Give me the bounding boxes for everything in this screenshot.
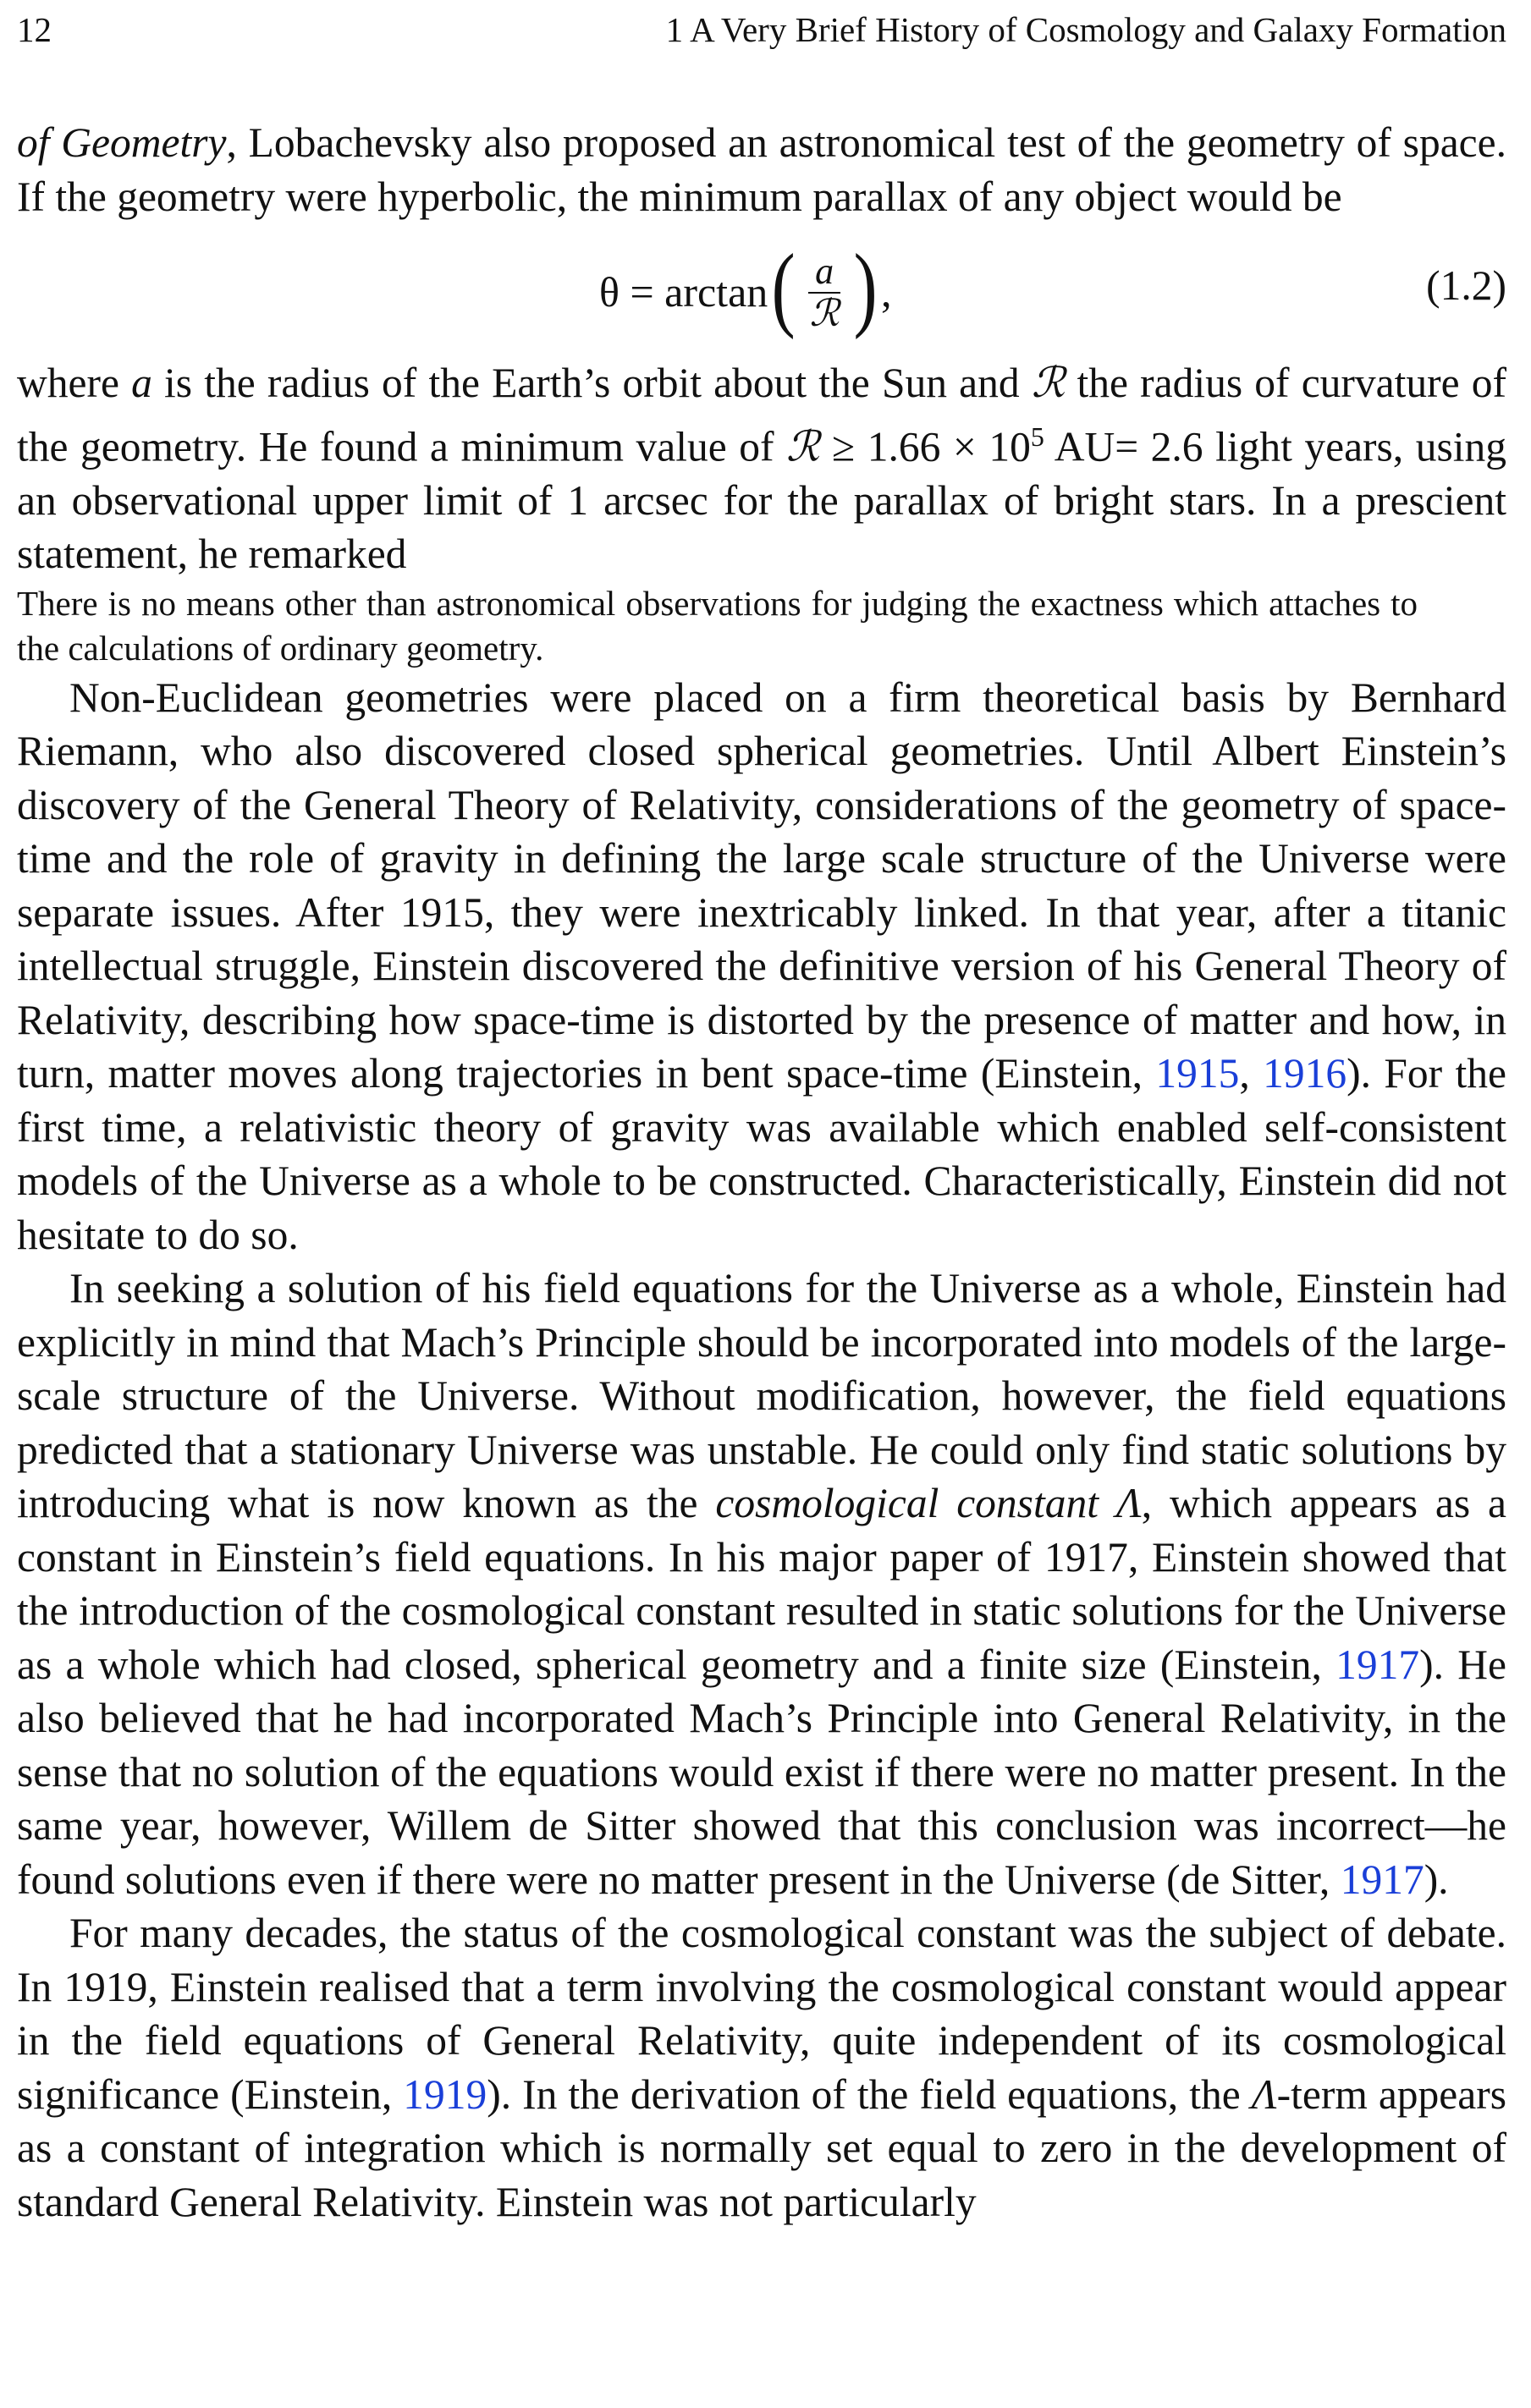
- fraction-numerator: a: [808, 251, 840, 294]
- equation-lhs: θ = arctan: [599, 268, 768, 316]
- citation-link[interactable]: 1916: [1263, 1050, 1347, 1097]
- page-number: 12: [17, 10, 52, 49]
- page-header: [17, 8, 1506, 51]
- citation-link[interactable]: 1917: [1335, 1641, 1420, 1688]
- body-text: [17, 116, 1506, 2229]
- equation-comma: ,: [880, 268, 892, 316]
- fraction-denominator: ℛ: [809, 292, 840, 335]
- citation-link[interactable]: 1917: [1340, 1855, 1424, 1903]
- equation-number: (1.2): [1426, 262, 1506, 309]
- left-paren: (: [771, 235, 796, 340]
- emphasis-term: cosmological constant: [715, 1480, 1099, 1526]
- fraction: [803, 251, 846, 334]
- running-head: 1 A Very Brief History of Cosmology and Galaxy Formation: [665, 10, 1506, 49]
- paragraph-3: Non-Euclidean geometries were placed on a firm theoretical basis by Bernhard Riemann, who also discovered closed spherical geometries. Until Albert Einstein’s discovery of the General Theory of Relativity, considerations of the geometry of space-time and the role of gravity in defining the large scale structure of the Universe were separate issues. After 1915, they were inextricably linked. In that year, after a titanic intellectual struggle, Einstein discovered the definitive version of his General Theory of Relativity, describing how space-time is distorted by the presence of matter and how, in turn, matter moves along trajectories in bent space-time (Einstein, 1915, 1916). For the first time, a relativistic theory of gravity was available which enabled self-consistent models of the Universe as a whole to be constructed. Characteristically, Einstein did not hesitate to do so.: [17, 673, 1506, 1258]
- right-paren: ): [853, 235, 878, 340]
- paragraph-2: where a is the radius of the Earth’s orbit about the Sun and ℛ the radius of curvature of the geometry. He found a minimum value of ℛ ≥ $1.66 \times 10^5$ AU= 2.6 light years, using an observational upper limit of 1 arcsec for the parallax of bright stars. In a prescient statement, he remarked: [17, 358, 1506, 577]
- paragraph-5: For many decades, the status of the cosmological constant was the subject of debate. In 1919, Einstein realised that a term involving the cosmological constant would appear in the field equations of General Relativity, quite independent of its cosmological significance (Einstein, 1919). In the derivation of the field equations, the Λ-term appears as a constant of integration which is normally set equal to zero in the development of standard General Relativity. Einstein was not particularly: [17, 1910, 1506, 2225]
- paragraph-1: of Geometry, Lobachevsky also proposed an astronomical test of the geometry of space. If the geometry were hyperbolic, the minimum parallax of any object would be: [17, 119, 1506, 220]
- block-quote: There is no means other than astronomical observations for judging the exactness which attaches to the calculations of ordinary geometry.: [17, 583, 1418, 668]
- equation-1-2: [17, 223, 1506, 356]
- lambda-symbol: Λ: [1251, 2070, 1277, 2118]
- book-title: of Geometry: [17, 119, 227, 166]
- citation-link[interactable]: 1919: [403, 2070, 487, 2118]
- paragraph-4: In seeking a solution of his field equations for the Universe as a whole, Einstein had explicitly in mind that Mach’s Principle should be incorporated into models of the large-scale structure of the Universe. Without modification, however, the field equations predicted that a stationary Universe was unstable. He could only find static solutions by introducing what is now known as the cosmological constant Λ, which appears as a constant in Einstein’s field equations. In his major paper of 1917, Einstein showed that the introduction of the cosmological constant resulted in static solutions for the Universe as a whole which had closed, spherical geometry and a finite size (Einstein, 1917). He also believed that he had incorporated Mach’s Principle into General Relativity, in the sense that no solution of the equations would exist if there were no matter present. In the same year, however, Willem de Sitter showed that this conclusion was incorrect—he found solutions even if there were no matter present in the Universe (de Sitter, 1917).: [17, 1265, 1507, 1903]
- citation-link[interactable]: 1915: [1155, 1050, 1240, 1097]
- equation-body: [599, 235, 892, 344]
- lambda-symbol: Λ: [1115, 1480, 1142, 1526]
